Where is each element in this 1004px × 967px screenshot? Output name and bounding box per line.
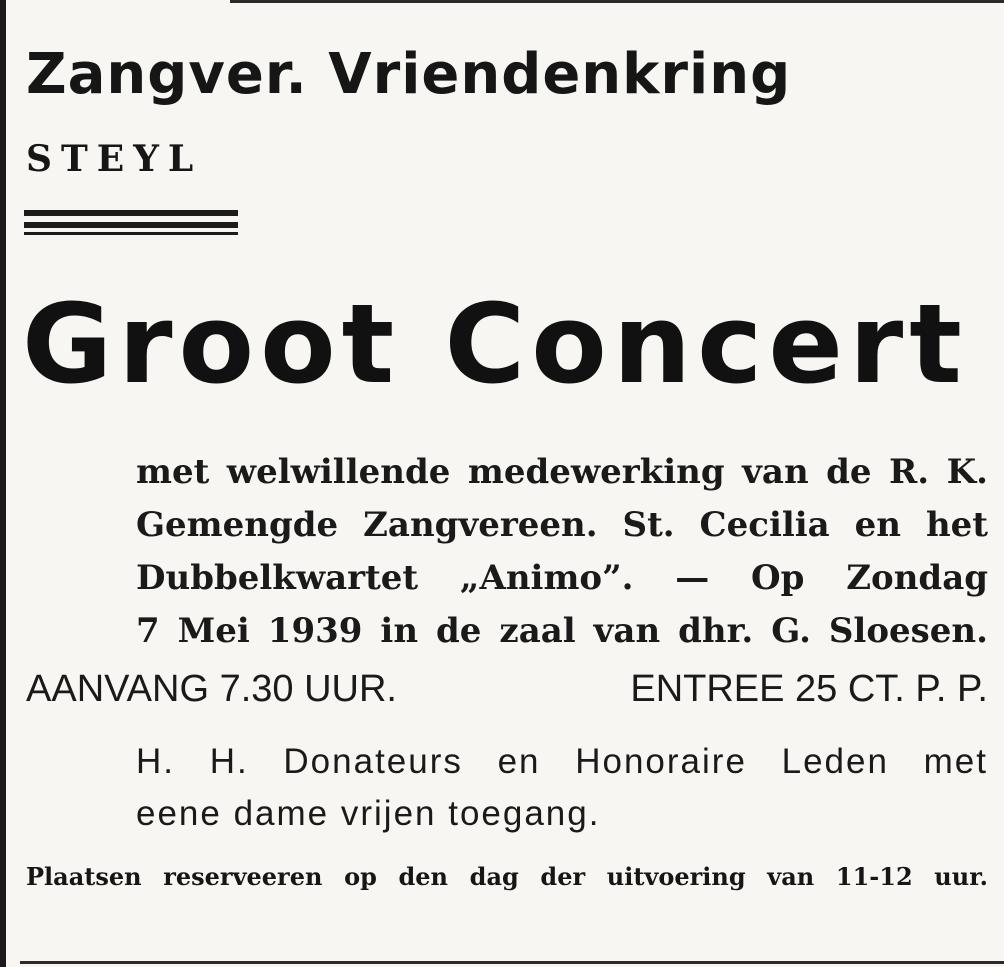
details-line: 7 Mei 1939 in de zaal van dhr. G. Sloesen. (136, 611, 988, 651)
donor-line: H. H. Donateurs en Honoraire Leden met (136, 742, 988, 781)
start-time: AANVANG 7.30 UUR. (26, 668, 397, 710)
decorative-rule (24, 210, 238, 236)
time-and-entry-fee (26, 668, 988, 711)
organization-name: Zangver. Vriendenkring (26, 42, 792, 107)
left-border-rule (0, 0, 6, 967)
entry-fee: ENTREE 25 CT. P. P. (630, 668, 988, 710)
details-line: met welwillende medewerking van de R. K. (136, 452, 988, 492)
donor-line: eene dame vrijen toegang. (136, 794, 601, 833)
bottom-border-rule (20, 961, 1004, 964)
concert-headline: Groot Concert (22, 280, 968, 408)
top-border-rule (230, 0, 1004, 3)
place-name: STEYL (26, 138, 203, 180)
concert-details (136, 446, 988, 658)
reservation-notice: Plaatsen reserveeren op den dag der uitvoering van 11-12 uur. (26, 862, 988, 891)
donor-notice (136, 736, 988, 840)
details-line: Dubbelkwartet „Animo”. — Op Zondag (136, 558, 988, 598)
details-line: Gemengde Zangvereen. St. Cecilia en het (136, 505, 988, 545)
